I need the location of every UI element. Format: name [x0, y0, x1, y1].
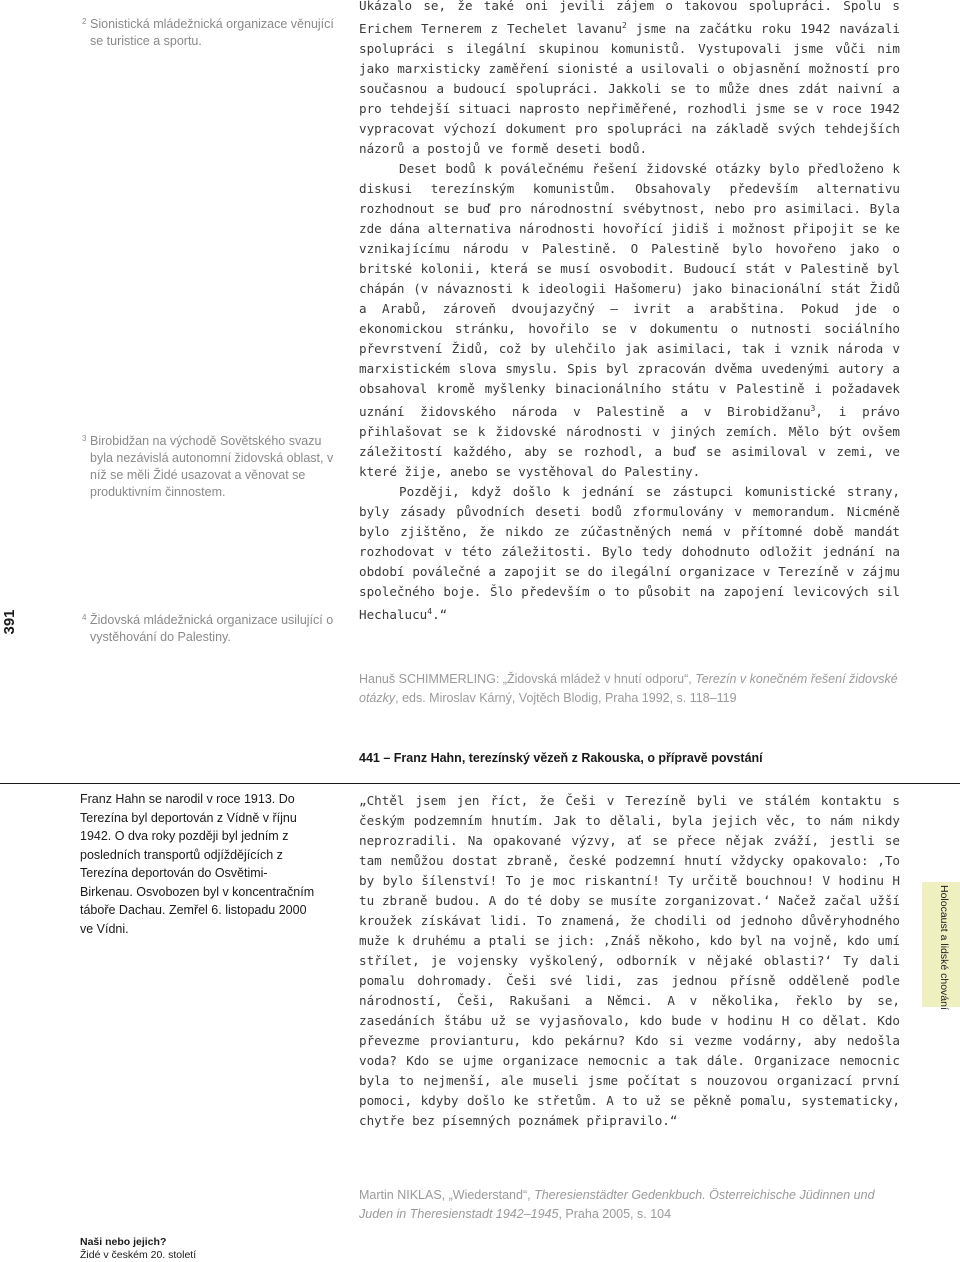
- quote-text-hahn: [359, 791, 900, 1131]
- page-number: 391: [1, 609, 18, 635]
- footnote-text: Birobidžan na východě Sovětského svazu byla nezávislá autonomní židovská oblast, v níž se měli Židé usazovat a věnovat se produktivním činnostem.: [90, 434, 334, 499]
- source-citation-1: Hanuš SCHIMMERLING: „Židovská mládež v hnutí odporu“, Terezín v konečném řešení židovské otázky, eds. Miroslav Kárný, Vojtěch Blodig, Praha 1992, s. 118–119: [359, 672, 898, 705]
- paragraph-1: Ukázalo se, že také oni jevili zájem o takovou spolupráci. Spolu s Erichem Ternerem z Techelet lavanu$^2$ jsme na začátku roku 1942 navázali spolupráci s ilegální skupinou komunistů. Vystupovali jsme vůči nim jako marxisticky zaměření sionisté a usilovali o objasnění možností pro současnou a budoucí spolupráci. Jakkoli se to může dnes zdát naivní a pro tehdejší situaci naprosto nepřiměřené, rozhodli jsme se v roce 1942 vypracovat výchozí dokument pro spolupráci na základě svých tehdejších názorů a postojů ve formě deseti bodů.: [359, 0, 901, 157]
- paragraph-hahn: „Chtěl jsem jen říct, že Češi v Terezíně byli ve stálém kontaktu s českým podzemním hnutím. Jak to dělali, byla jejich věc, to nám nikdy neprozradili. Na opakované výzvy, ať se přece nějak zváží, jestli se tam nemůžou dostat zbraně, české podzemní hnutí vždycky opakovalo: ‚To by bylo šílenství! To je moc riskantní! Ty určitě bouchnou! V hodinu H tu zbraně budou. A do té doby se musíte zorganizovat.‘ Načež začal užší kroužek získávat lidi. To znamená, že chodili od jednoho důvěryhodného muže k druhému a ptali se jich: ‚Znáš někoho, kdo byl na vojně, kdo umí střílet, je vojensky vyškolený, odborník v nějaké oblasti?‘ Ty dali pomalu dohromady. Češi své lidi, zas jednou přísně odděleně podle národností, Češi, Rakušani a Němci. A v několika, řeklo by se, zasedáních štábu už se vyjasňovalo, kdo bude v hodinu H co dělat. Kdo převezme provianturu, kdo pekárnu? Kdo si vezme vodárny, aby nedošla voda? Kdo se ujme organizace nemocnic a tak dále. Organizace nemocnic byla to nejmenší, ale museli jsme počítat s nouzovou organizací první pomoci, kdyby došlo ke střetům. A to už se pěkně pomalu, systematicky, chytře bez písemných poznámek připravilo.“: [359, 793, 900, 1128]
- footnote-number: 4: [82, 613, 87, 622]
- author-bio: Franz Hahn se narodil v roce 1913. Do Terezína byl deportován z Vídně v říjnu 1942. O dva roky později byl jedním z posledních transportů odjíždějících z Terezína deportován do Osvětimi-Birkenau. Osvobozen byl v koncentračním táboře Dachau. Zemřel 6. listopadu 2000 ve Vídni.: [80, 792, 315, 936]
- source-citation-2: Martin NIKLAS, „Wiederstand“, Theresienstädter Gedenkbuch. Österreichische Jüdinnen und Juden in Theresienstadt 1942–1945, Praha 2005, s. 104: [359, 1188, 875, 1221]
- footer-book-title: [80, 1236, 196, 1262]
- paragraph-2: Deset bodů k poválečnému řešení židovské otázky bylo předloženo k diskusi terezínským komunistům. Obsahovaly především alternativu rozhodnout se buď pro národnostní svébytnost, nebo pro asimilaci. Byla zde dána alternativa národnosti hovořící jidiš i možnost připojit se ke vznikajícímu národu v Palestině. O Palestině bylo hovořeno jako o britské kolonii, která se musí osvobodit. Budoucí stát v Palestině byl chápán (v návaznosti k ideologii Hašomeru) jako binacionální stát Židů a Arabů, zároveň dvoujazyčný – ivrit a arabština. Pokud jde o ekonomickou stránku, hovořilo se v dokumentu o nutnosti sociálního převrstvení Židů, což by ulehčilo jak asimilaci, tak i vznik národa v marxistickém slova smyslu. Spis byl zpracován dvěma uvedenými autory a obsahoval kromě myšlenky binacionálního státu v Palestině i požadavek uznání židovského národa v Palestině a v Birobidžanu$^3$, i právo přihlašovat se k židovské národnosti v jiných zemích. Mělo být ovšem záležitostí každého, aby se rozhodl, a buď se asimiloval v zemi, ve které žije, anebo se vystěhoval do Palestiny.: [359, 161, 900, 480]
- footer-subtitle: Židé v českém 20. století: [80, 1249, 197, 1261]
- footer-title: Naši nebo jejich?: [80, 1236, 167, 1248]
- footnote-number: 3: [82, 434, 87, 443]
- footnote-4: [82, 612, 335, 646]
- footnote-text: Sionistická mládežnická organizace věnující se turistice a sportu.: [90, 17, 334, 48]
- quote-text-schimmerling: [359, 0, 900, 626]
- footnote-3: [82, 433, 335, 501]
- side-tab-label: Holocaust a lidské chování: [938, 885, 950, 1010]
- footnote-2: [82, 16, 335, 50]
- footnote-number: 2: [82, 17, 87, 26]
- footnote-text: Židovská mládežnická organizace usilující o vystěhování do Palestiny.: [90, 613, 334, 644]
- section-heading: 441 – Franz Hahn, terezínský vězeň z Rakouska, o přípravě povstání: [359, 751, 763, 765]
- paragraph-3: Později, když došlo k jednání se zástupci komunistické strany, byly zásady původních deseti bodů zformulovány v memorandum. Nicméně bylo zjištěno, že nikdo ze zúčastněných nemá v přítomné době mandát rozhodovat v této záležitosti. Bylo tedy dohodnuto odložit jednání na období poválečné a zapojit se do ilegální organizace v Terezíně v zájmu společného boje. Šlo především o to působit na zapojení levicových sil Hechalucu$^4$.“: [359, 484, 900, 623]
- section-divider: [0, 783, 960, 784]
